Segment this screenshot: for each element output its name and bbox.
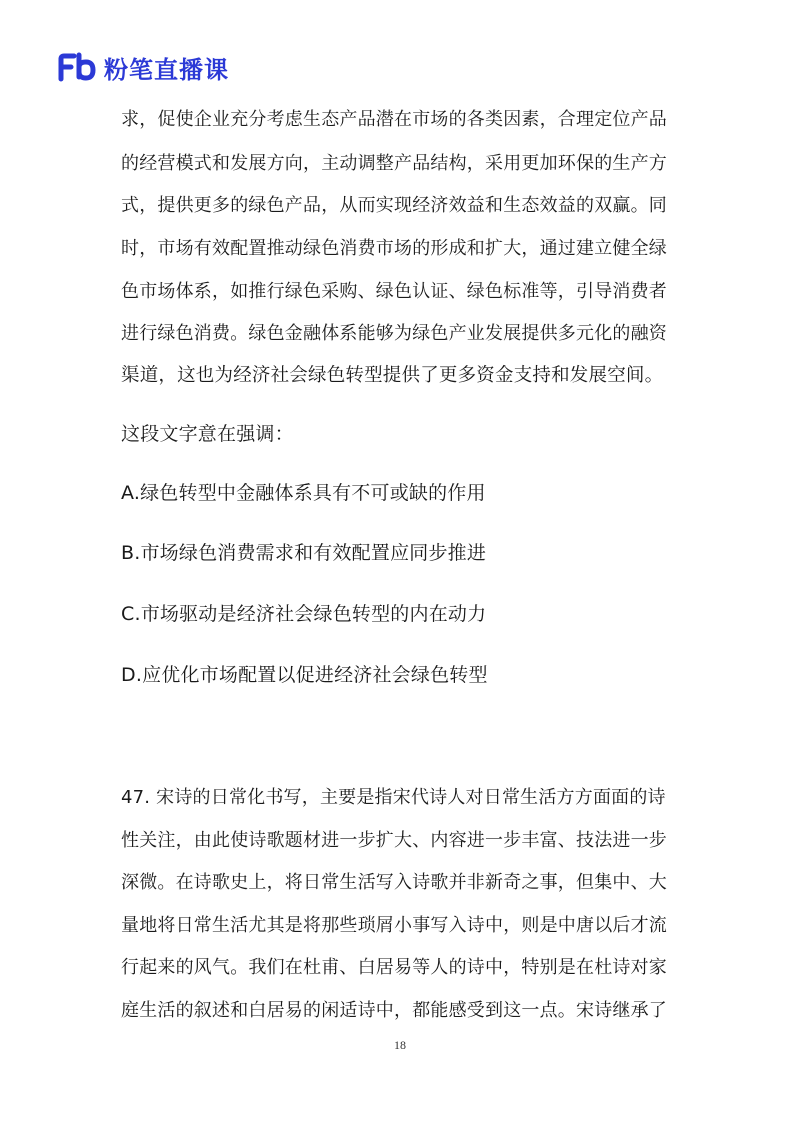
brand-name: 粉笔直播课 xyxy=(104,55,229,84)
option-d: D.应优化市场配置以促进经济社会绿色转型 xyxy=(121,664,488,686)
question-line: 量地将日常生活尤其是将那些琐屑小事写入诗中，则是中唐以后才流 xyxy=(121,915,667,936)
passage-line: 求，促使企业充分考虑生态产品潜在市场的各类因素，合理定位产品 xyxy=(121,109,667,130)
question-line: 性关注，由此使诗歌题材进一步扩大、内容进一步丰富、技法进一步 xyxy=(121,830,667,851)
question-prompt: 这段文字意在强调： xyxy=(121,423,294,445)
option-c: C.市场驱动是经济社会绿色转型的内在动力 xyxy=(121,603,487,625)
page-number: 18 xyxy=(394,1038,406,1052)
passage-line: 时，市场有效配置推动绿色消费市场的形成和扩大，通过建立健全绿 xyxy=(121,238,667,259)
passage-line: 渠道，这也为经济社会绿色转型提供了更多资金支持和发展空间。 xyxy=(121,365,664,386)
question-line: 庭生活的叙述和白居易的闲适诗中，都能感受到这一点。宋诗继承了 xyxy=(121,1000,667,1021)
passage-line: 式，提供更多的绿色产品，从而实现经济效益和生态效益的双赢。同 xyxy=(121,195,667,216)
question-line: 行起来的风气。我们在杜甫、白居易等人的诗中，特别是在杜诗对家 xyxy=(121,957,667,978)
option-b: B.市场绿色消费需求和有效配置应同步推进 xyxy=(121,542,487,564)
brand-logo xyxy=(58,50,229,84)
passage-line: 进行绿色消费。绿色金融体系能够为绿色产业发展提供多元化的融资 xyxy=(121,323,667,344)
passage-line: 色市场体系，如推行绿色采购、绿色认证、绿色标准等，引导消费者 xyxy=(121,281,667,302)
question-line: 47. 宋诗的日常化书写，主要是指宋代诗人对日常生活方方面面的诗 xyxy=(121,787,666,808)
question-line: 深微。在诗歌史上，将日常生活写入诗歌并非新奇之事，但集中、大 xyxy=(121,872,667,893)
option-a: A.绿色转型中金融体系具有不可或缺的作用 xyxy=(121,482,486,504)
passage-line: 的经营模式和发展方向，主动调整产品结构，采用更加环保的生产方 xyxy=(121,153,667,174)
fb-logo-icon xyxy=(58,52,98,82)
